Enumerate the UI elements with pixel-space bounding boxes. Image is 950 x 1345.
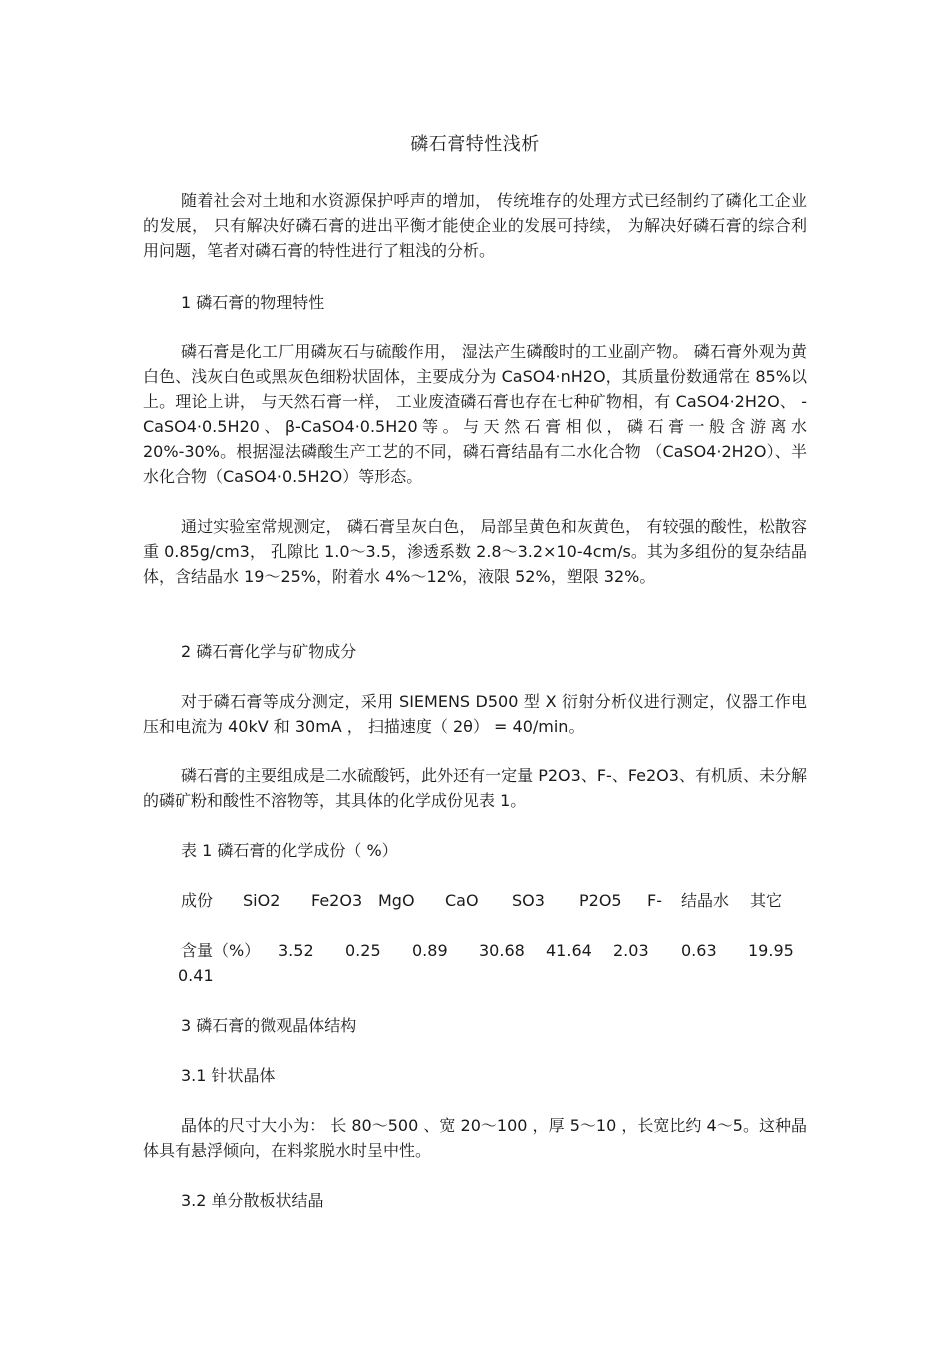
table-header-cell: 其它 (750, 891, 783, 910)
table-header-cell: F- (647, 891, 662, 910)
table-value-cell: 含量（%） (181, 941, 261, 960)
section-3-2-heading: 3.2 单分散板状结晶 (181, 1191, 324, 1210)
table-header-cell: Fe2O3 (311, 891, 363, 910)
section-1-heading: 1 磷石膏的物理特性 (181, 293, 325, 312)
table-value-cell: 2.03 (613, 941, 649, 960)
table-header-cell: CaO (445, 891, 479, 910)
table-1-caption: 表 1 磷石膏的化学成份（ %） (181, 841, 398, 860)
section-2-paragraph-1: 对于磷石膏等成分测定，采用 SIEMENS D500 型 X 衍射分析仪进行测定，仪器工作电压和电流为 40kV 和 30mA ， 扫描速度（ 2θ） = 40/min。 (143, 692, 807, 736)
section-2-heading: 2 磷石膏化学与矿物成分 (181, 642, 357, 661)
table-header-cell: SO3 (512, 891, 545, 910)
table-header-cell: MgO (378, 891, 415, 910)
table-value-cell: 0.25 (345, 941, 381, 960)
table-value-cell: 41.64 (546, 941, 592, 960)
table-value-cell: 19.95 (748, 941, 794, 960)
section-2-paragraph-2: 磷石膏的主要组成是二水硫酸钙，此外还有一定量 P2O3、F-、Fe2O3、有机质、未分解的磷矿粉和酸性不溶物等，其具体的化学成份见表 1。 (143, 766, 807, 810)
table-value-cell: 0.89 (412, 941, 448, 960)
table-header-cell: 成份 (181, 891, 214, 910)
section-3-heading: 3 磷石膏的微观晶体结构 (181, 1016, 357, 1035)
intro-paragraph: 随着社会对土地和水资源保护呼声的增加， 传统堆存的处理方式已经制约了磷化工企业的发展， 只有解决好磷石膏的进出平衡才能使企业的发展可持续， 为解决好磷石膏的综合利用问题，笔者对磷石膏的特性进行了粗浅的分析。 (143, 191, 807, 260)
table-value-cell: 0.41 (178, 966, 214, 985)
table-header-cell: 结晶水 (681, 891, 730, 910)
table-1-header-row (181, 888, 811, 913)
section-3-1-paragraph: 晶体的尺寸大小为： 长 80～500 、宽 20～100 ，厚 5～10 ，长宽比约 4～5。这种晶体具有悬浮倾向，在料浆脱水时呈中性。 (143, 1116, 807, 1160)
section-1-paragraph-2: 通过实验室常规测定， 磷石膏呈灰白色， 局部呈黄色和灰黄色， 有较强的酸性，松散容重 0.85g/cm3， 孔隙比 1.0～3.5，渗透系数 2.8～3.2×10-4cm/s。其为多组份的复杂结晶体，含结晶水 19～25%，附着水 4%～12%，液限 52%，塑限 32%。 (143, 517, 807, 586)
table-header-cell: SiO2 (243, 891, 281, 910)
table-value-cell: 30.68 (479, 941, 525, 960)
table-value-cell: 0.63 (681, 941, 717, 960)
section-1-paragraph-1: 磷石膏是化工厂用磷灰石与硫酸作用， 湿法产生磷酸时的工业副产物。 磷石膏外观为黄白色、浅灰白色或黑灰色细粉状固体，主要成分为 CaSO4·nH2O，其质量份数通常在 85%以上。理论上讲， 与天然石膏一样， 工业废渣磷石膏也存在七种矿物相，有 CaSO4·2H2O、 -CaSO4·0.5H20、β-CaSO4·0.5H20等。与天然石膏相似，磷石膏一般含游离水 20%-30%。根据湿法磷酸生产工艺的不同，磷石膏结晶有二水化合物 （CaSO4·2H2O）、半水化合物（CaSO4·0.5H2O）等形态。 (143, 342, 807, 486)
table-1-value-row (181, 938, 811, 963)
table-header-cell: P2O5 (579, 891, 622, 910)
section-3-1-heading: 3.1 针状晶体 (181, 1066, 276, 1085)
document-title: 磷石膏特性浅析 (410, 134, 540, 155)
table-value-cell: 3.52 (278, 941, 314, 960)
